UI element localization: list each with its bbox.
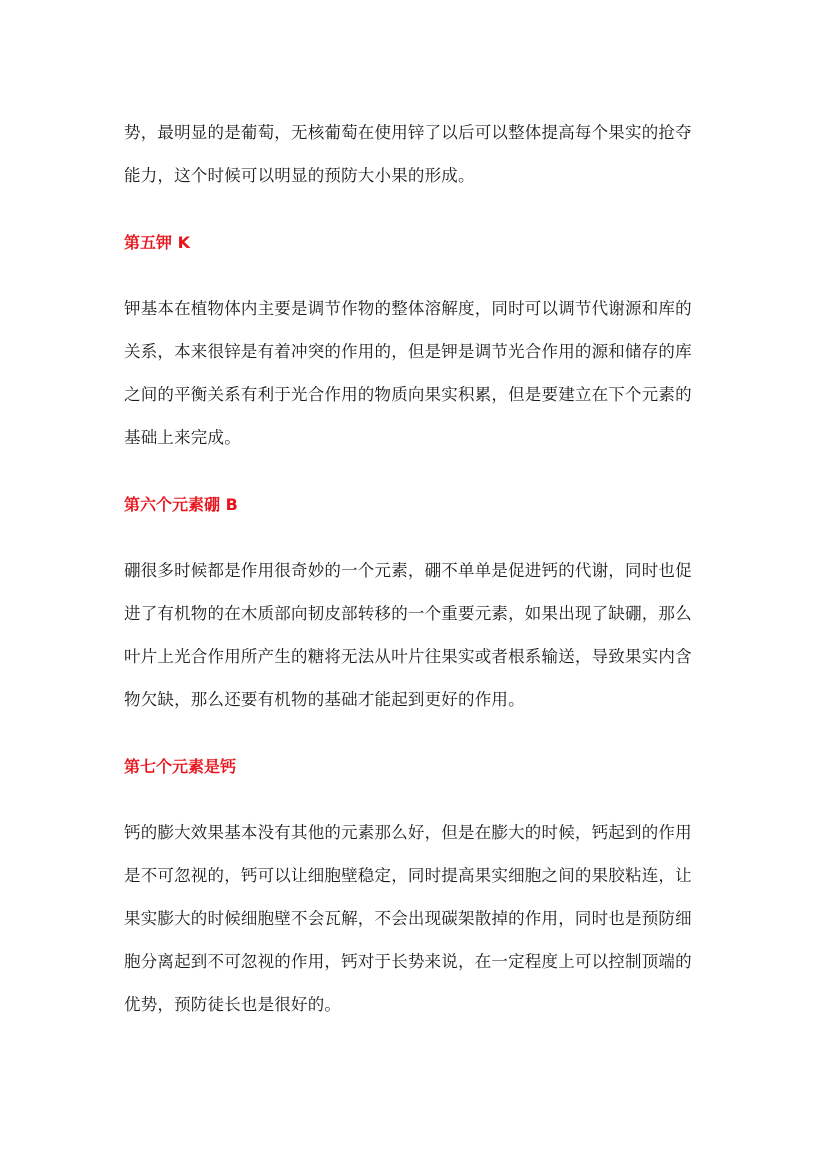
paragraph-line: 势，最明显的是葡萄，无核葡萄在使用锌了以后可以整体提高每个果实的抢夺 bbox=[124, 123, 692, 142]
paragraph-line: 之间的平衡关系有利于光合作用的物质向果实积累，但是要建立在下个元素的 bbox=[124, 385, 692, 404]
paragraph-line: 钙的膨大效果基本没有其他的元素那么好，但是在膨大的时候，钙起到的作用 bbox=[124, 823, 692, 842]
section-heading-potassium: 第五钾 K bbox=[124, 233, 190, 252]
paragraph-line: 进了有机物的在木质部向韧皮部转移的一个重要元素，如果出现了缺硼，那么 bbox=[124, 604, 692, 623]
paragraph-line: 硼很多时候都是作用很奇妙的一个元素，硼不单单是促进钙的代谢，同时也促 bbox=[124, 561, 692, 580]
section-heading-calcium: 第七个元素是钙 bbox=[124, 757, 237, 776]
paragraph-line: 是不可忽视的，钙可以让细胞壁稳定，同时提高果实细胞之间的果胶粘连，让 bbox=[124, 866, 692, 885]
paragraph-line: 胞分离起到不可忽视的作用，钙对于长势来说，在一定程度上可以控制顶端的 bbox=[124, 952, 692, 971]
calcium-paragraph bbox=[124, 811, 704, 1026]
paragraph-line: 果实膨大的时候细胞壁不会瓦解，不会出现碳架散掉的作用，同时也是预防细 bbox=[124, 909, 692, 928]
paragraph-line: 关系，本来很锌是有着冲突的作用的，但是钾是调节光合作用的源和储存的库 bbox=[124, 342, 692, 361]
paragraph-line: 优势，预防徒长也是很好的。 bbox=[124, 995, 342, 1014]
potassium-paragraph bbox=[124, 287, 704, 459]
document-page bbox=[124, 111, 704, 1026]
paragraph-line: 物欠缺，那么还要有机物的基础才能起到更好的作用。 bbox=[124, 690, 525, 709]
intro-paragraph bbox=[124, 111, 704, 197]
paragraph-line: 钾基本在植物体内主要是调节作物的整体溶解度，同时可以调节代谢源和库的 bbox=[124, 299, 692, 318]
paragraph-line: 基础上来完成。 bbox=[124, 428, 241, 447]
section-heading-boron: 第六个元素硼 B bbox=[124, 495, 238, 514]
paragraph-line: 叶片上光合作用所产生的糖将无法从叶片往果实或者根系输送，导致果实内含 bbox=[124, 647, 692, 666]
boron-paragraph bbox=[124, 549, 704, 721]
paragraph-line: 能力，这个时候可以明显的预防大小果的形成。 bbox=[124, 166, 475, 185]
